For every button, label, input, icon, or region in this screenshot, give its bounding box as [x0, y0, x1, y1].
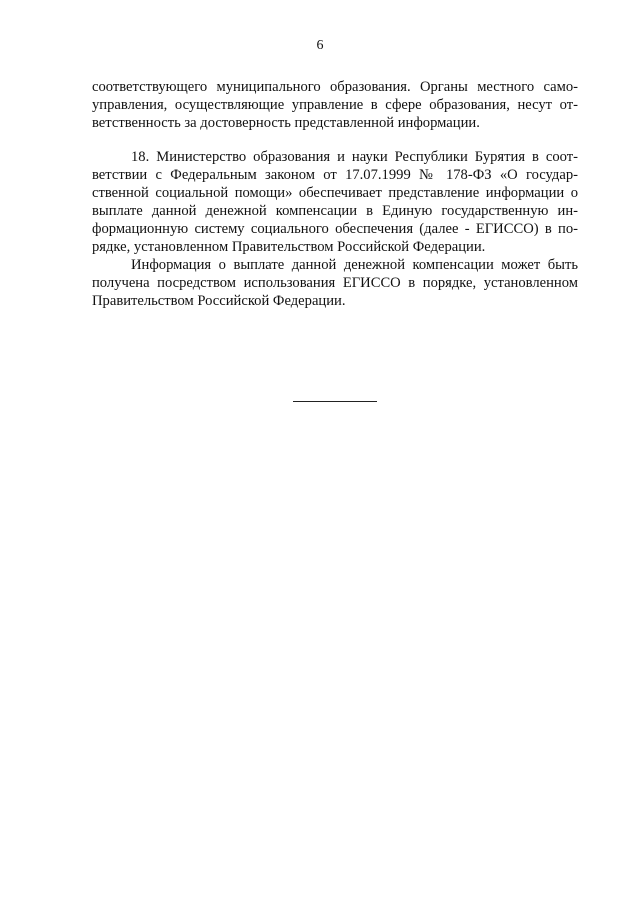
- text-line: получена посредством использования ЕГИССО в порядке, установленном: [92, 275, 578, 291]
- page-number: 6: [316, 38, 324, 53]
- end-of-document-rule: [293, 401, 377, 402]
- text-line: соответствующего муниципального образования. Органы местного само-: [92, 79, 578, 95]
- text-line: рядке, установленном Правительством Российской Федерации.: [92, 239, 486, 255]
- text-line: Правительством Российской Федерации.: [92, 293, 346, 309]
- text-line: ветствии с Федеральным законом от 17.07.1999 № 178-ФЗ «О государ-: [92, 167, 578, 183]
- text-line: выплате данной денежной компенсации в Единую государственную ин-: [92, 203, 578, 219]
- text-line: формационную систему социального обеспечения (далее - ЕГИССО) в по-: [92, 221, 578, 237]
- text-line: Информация о выплате данной денежной компенсации может быть: [131, 257, 578, 273]
- text-line: 18. Министерство образования и науки Республики Бурятия в соот-: [131, 149, 578, 165]
- text-line: управления, осуществляющие управление в сфере образования, несут от-: [92, 97, 578, 113]
- text-line: ственной социальной помощи» обеспечивает представление информации о: [92, 185, 578, 201]
- text-line: ветственность за достоверность представленной информации.: [92, 115, 480, 131]
